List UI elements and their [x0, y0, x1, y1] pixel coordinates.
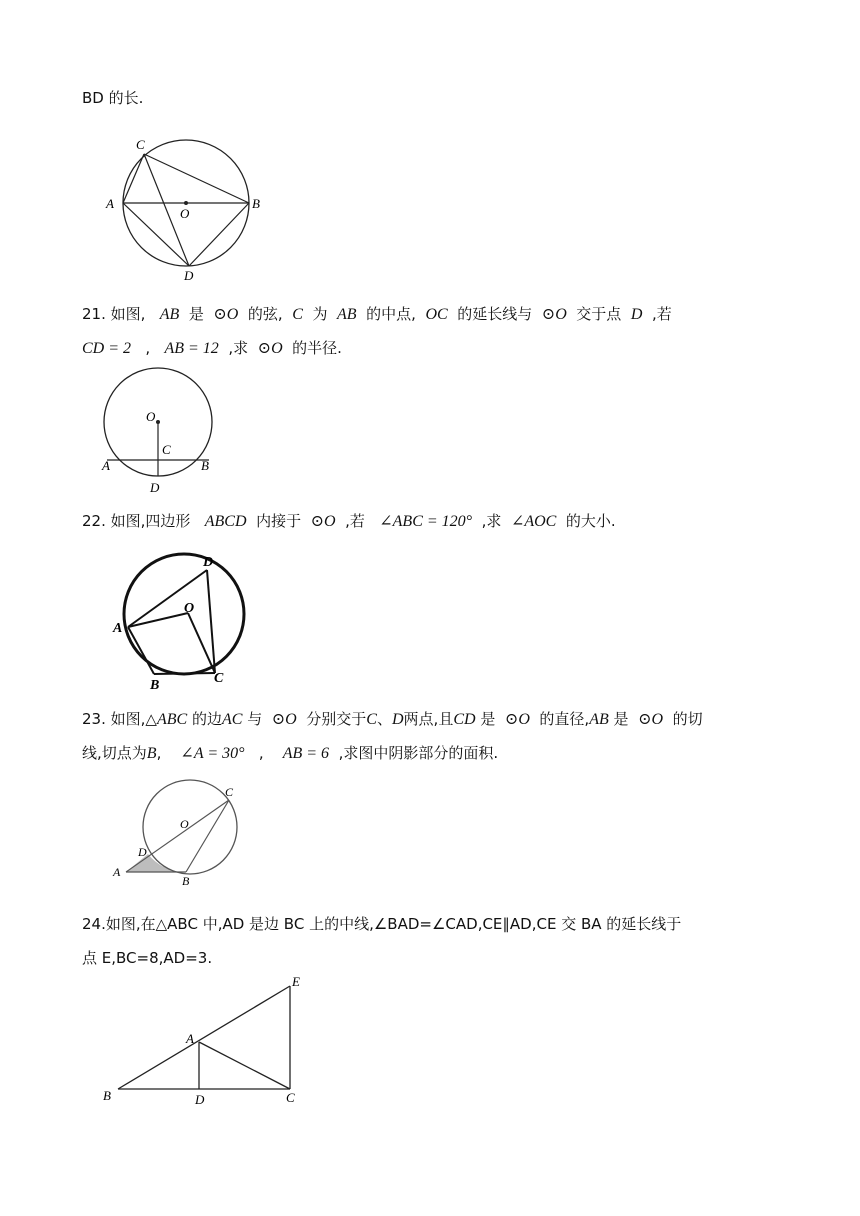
fig23-label-C: C: [225, 785, 234, 799]
fig24-label-C: C: [286, 1090, 295, 1105]
q22-math: ⊙O: [310, 513, 336, 530]
q23-line-2: [82, 743, 498, 764]
q23-text: 、: [376, 710, 392, 728]
fig21-label-C: C: [162, 442, 171, 457]
q23-math: ⊙O: [271, 711, 297, 728]
q21-math: AB: [159, 306, 180, 323]
figure-23: [108, 780, 248, 890]
q23-math: AB = 6: [282, 745, 330, 762]
q21-math: AB = 12: [164, 340, 219, 357]
q23-text: 如图,△: [110, 710, 157, 728]
q22-line-1: [82, 511, 616, 532]
fragment-text: BD 的长.: [82, 89, 144, 107]
q22-number: 22.: [82, 512, 106, 530]
q21-text: 的半径.: [292, 339, 342, 357]
q24-line-1: [82, 914, 681, 934]
fig20-label-A: A: [106, 196, 114, 211]
fig23-label-D: D: [138, 845, 147, 859]
q22-text: ,求: [481, 512, 502, 530]
q21-text: 为: [312, 305, 328, 323]
q23-text: ,: [156, 744, 162, 762]
fig21-label-O: O: [146, 409, 156, 424]
previous-question-fragment: [82, 88, 143, 108]
fig20-label-B: B: [252, 196, 260, 211]
q21-number: 21.: [82, 305, 106, 323]
q22-text: 如图,四边形: [110, 512, 191, 530]
fig22-label-D: D: [203, 555, 214, 570]
q21-text: 交于点: [576, 305, 622, 323]
figure-20: [100, 130, 280, 290]
fig20-label-C: C: [136, 137, 145, 152]
q23-text: 两点,且: [403, 710, 454, 728]
q23-math: C: [366, 711, 377, 728]
q23-math: AC: [221, 711, 243, 728]
q23-line-1: [82, 709, 703, 730]
fig23-label-A: A: [113, 865, 121, 879]
fig22-label-B: B: [150, 678, 160, 693]
q21-math: ⊙O: [257, 340, 283, 357]
q24-text: 24.如图,在△ABC 中,AD 是边 BC 上的中线,∠BAD=∠CAD,CE∥AD,CE 交 BA 的延长线于: [82, 915, 682, 933]
q22-math: ∠AOC: [510, 513, 557, 530]
q24-line-2: [82, 948, 212, 968]
fig21-label-A: A: [102, 458, 110, 473]
q23-text: 是: [613, 710, 629, 728]
q21-text: ,求: [228, 339, 249, 357]
q21-line-1: [82, 304, 672, 325]
figure-24: [100, 972, 320, 1112]
q21-text: 的弦,: [247, 305, 283, 323]
q21-text: 是: [188, 305, 204, 323]
q22-text: ,若: [345, 512, 365, 530]
q23-text: 的边: [191, 710, 222, 728]
figure-21: [98, 378, 228, 498]
q21-math: AB: [337, 306, 357, 323]
fig22-label-O: O: [184, 601, 195, 616]
q23-text: ,: [258, 744, 264, 762]
q21-math: CD = 2: [82, 340, 132, 357]
q22-text: 的大小.: [565, 512, 616, 530]
fig23-label-O: O: [180, 817, 189, 831]
q23-math: AB: [589, 711, 609, 728]
fig24-label-E: E: [292, 974, 300, 989]
q21-text: 的中点,: [366, 305, 416, 323]
q23-text: ,求图中阴影部分的面积.: [338, 744, 499, 762]
q23-text: 与: [247, 710, 263, 728]
fig21-label-B: B: [201, 458, 209, 473]
q23-math: B: [146, 745, 157, 762]
fig20-label-O: O: [180, 206, 190, 221]
q21-line-2: [82, 338, 342, 359]
q23-math: D: [391, 711, 404, 728]
q21-math: D: [630, 306, 643, 323]
q21-text: 的延长线与: [457, 305, 533, 323]
fig23-label-B: B: [182, 874, 190, 888]
q21-math: ⊙O: [541, 306, 567, 323]
q23-math: CD: [453, 711, 476, 728]
q21-text: ,: [145, 339, 151, 357]
q23-math: ⊙O: [638, 711, 664, 728]
q23-math: ABC: [156, 711, 188, 728]
q23-math: ⊙O: [504, 711, 530, 728]
q21-text: ,若: [651, 305, 672, 323]
fig24-label-A: A: [186, 1031, 194, 1046]
q23-text: 是: [480, 710, 496, 728]
fig22-label-C: C: [214, 671, 224, 686]
q22-math: ABCD: [204, 513, 247, 530]
q23-number: 23.: [82, 710, 106, 728]
q22-math: ∠ABC = 120°: [379, 513, 473, 530]
q21-math: C: [292, 306, 303, 323]
q24-text: 点 E,BC=8,AD=3.: [82, 949, 213, 967]
q22-text: 内接于: [256, 512, 302, 530]
q21-math: OC: [425, 306, 448, 323]
q23-math: ∠A = 30°: [180, 745, 245, 762]
q21-math: ⊙O: [213, 306, 239, 323]
q23-text: 的切: [672, 710, 703, 728]
q23-text: 分别交于: [306, 710, 367, 728]
fig21-label-D: D: [150, 480, 160, 495]
fig24-label-D: D: [195, 1092, 205, 1107]
fig24-label-B: B: [103, 1088, 111, 1103]
figure-22: [110, 550, 260, 692]
q23-text: 的直径,: [539, 710, 590, 728]
q23-text: 线,切点为: [82, 744, 147, 762]
fig22-label-A: A: [113, 621, 123, 636]
q21-text: 如图,: [110, 305, 146, 323]
fig20-label-D: D: [184, 268, 194, 283]
